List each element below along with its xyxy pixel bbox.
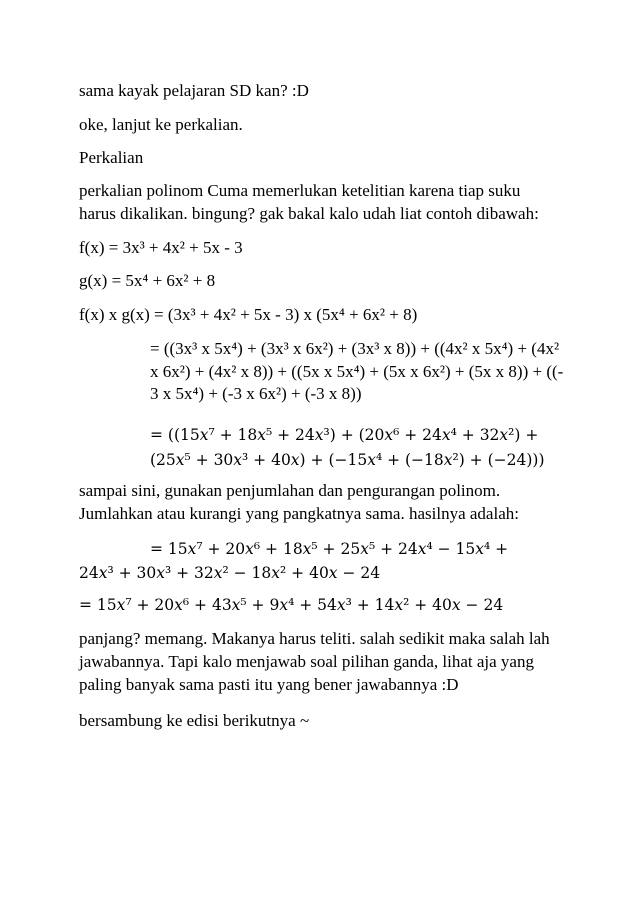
paragraph-sum-1: sampai sini, gunakan penjumlahan dan pengurangan polinom. [79, 481, 501, 500]
paragraph-closing-3: paling banyak sama pasti itu yang bener jawabannya :D [79, 675, 459, 694]
paragraph-continue: oke, lanjut ke perkalian. [79, 115, 243, 134]
paragraph-closing-1: panjang? memang. Makanya harus teliti. salah sedikit maka salah lah [79, 629, 550, 648]
product-equation-line-2: (25𝑥⁵ + 30𝑥³ + 40𝑥) + (−15𝑥⁴ + (−18𝑥²) + (−24))) [150, 451, 545, 469]
expansion-line-1: = ((3x³ x 5x⁴) + (3x³ x 6x²) + (3x³ x 8)) + ((4x² x 5x⁴) + (4x² [150, 339, 560, 358]
sum-equation-line-2: 24𝑥³ + 30𝑥³ + 32𝑥² − 18𝑥² + 40𝑥 − 24 [79, 564, 381, 582]
paragraph-explain-2: harus dikalikan. bingung? gak bakal kalo udah liat contoh dibawah: [79, 204, 539, 223]
paragraph-closing-2: jawabannya. Tapi kalo menjawab soal pilihan ganda, lihat aja yang [79, 652, 534, 671]
g-definition: g(x) = 5x⁴ + 6x² + 8 [79, 271, 216, 290]
expansion-line-2: x 6x²) + (4x² x 8)) + ((5x x 5x⁴) + (5x x 6x²) + (5x x 8)) + ((- [150, 362, 564, 381]
result-equation: = 15𝑥⁷ + 20𝑥⁶ + 43𝑥⁵ + 9𝑥⁴ + 54𝑥³ + 14𝑥² + 40𝑥 − 24 [79, 596, 504, 614]
section-heading: Perkalian [79, 148, 144, 167]
paragraph-to-be-continued: bersambung ke edisi berikutnya ~ [79, 711, 310, 730]
expansion-line-3: 3 x 5x⁴) + (-3 x 6x²) + (-3 x 8)) [150, 384, 362, 403]
sum-equation-line-1: = 15𝑥⁷ + 20𝑥⁶ + 18𝑥⁵ + 25𝑥⁵ + 24𝑥⁴ − 15𝑥⁴ + [150, 540, 509, 558]
fg-definition: f(x) x g(x) = (3x³ + 4x² + 5x - 3) x (5x⁴ + 6x² + 8) [79, 305, 418, 324]
paragraph-sum-2: Jumlahkan atau kurangi yang pangkatnya sama. hasilnya adalah: [79, 504, 519, 523]
product-equation-line-1: = ((15𝑥⁷ + 18𝑥⁵ + 24𝑥³) + (20𝑥⁶ + 24𝑥⁴ + 32𝑥²) + [150, 426, 539, 444]
f-definition: f(x) = 3x³ + 4x² + 5x - 3 [79, 238, 243, 257]
paragraph-explain-1: perkalian polinom Cuma memerlukan ketelitian karena tiap suku [79, 181, 521, 200]
paragraph-intro: sama kayak pelajaran SD kan? :D [79, 81, 309, 100]
